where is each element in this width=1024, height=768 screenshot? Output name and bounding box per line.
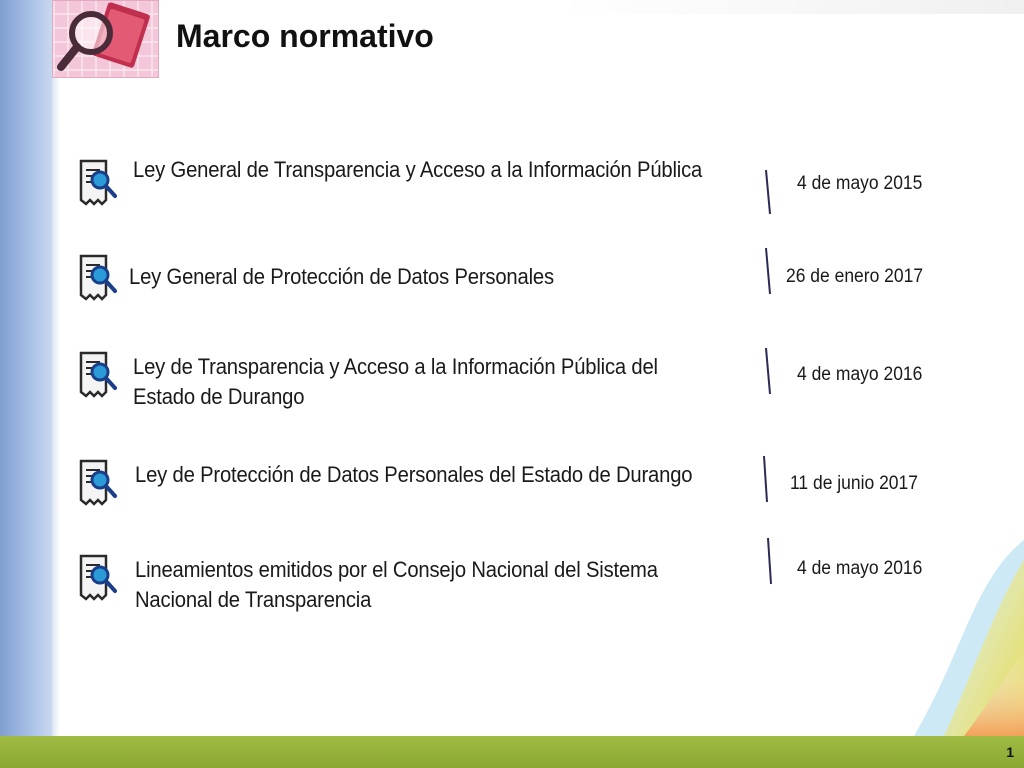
separator-line	[762, 454, 772, 504]
document-search-icon	[78, 553, 118, 603]
item-text: Ley General de Protección de Datos Personales	[129, 264, 554, 289]
bottom-decor-bar	[0, 736, 1024, 768]
document-search-icon	[78, 350, 118, 400]
magnifier-book-logo-icon	[52, 0, 159, 78]
item-date: 26 de enero 2017	[786, 266, 924, 287]
top-decor-fade	[560, 0, 1024, 14]
document-search-icon	[78, 253, 118, 303]
separator-line	[766, 536, 776, 586]
item-text: Ley General de Transparencia y Acceso a la Información Pública	[133, 157, 703, 182]
page-title: Marco normativo	[176, 18, 434, 54]
item-date: 4 de mayo 2016	[797, 364, 923, 385]
document-search-icon	[78, 458, 118, 508]
page-number: 1	[1006, 744, 1014, 760]
separator-line	[764, 346, 774, 396]
separator-line	[764, 168, 774, 216]
corner-decor	[854, 540, 1024, 736]
item-text: Ley de Transparencia y Acceso a la Información Pública del Estado de Durango	[133, 354, 658, 409]
item-text: Lineamientos emitidos por el Consejo Nacional del Sistema Nacional de Transparencia	[135, 557, 658, 612]
item-date: 4 de mayo 2016	[797, 558, 923, 579]
item-date: 4 de mayo 2015	[797, 173, 923, 194]
document-search-icon	[78, 158, 118, 208]
separator-line	[764, 246, 774, 296]
left-decor-bar	[0, 0, 52, 768]
item-text: Ley de Protección de Datos Personales del Estado de Durango	[135, 462, 693, 487]
item-date: 11 de junio 2017	[790, 473, 918, 494]
